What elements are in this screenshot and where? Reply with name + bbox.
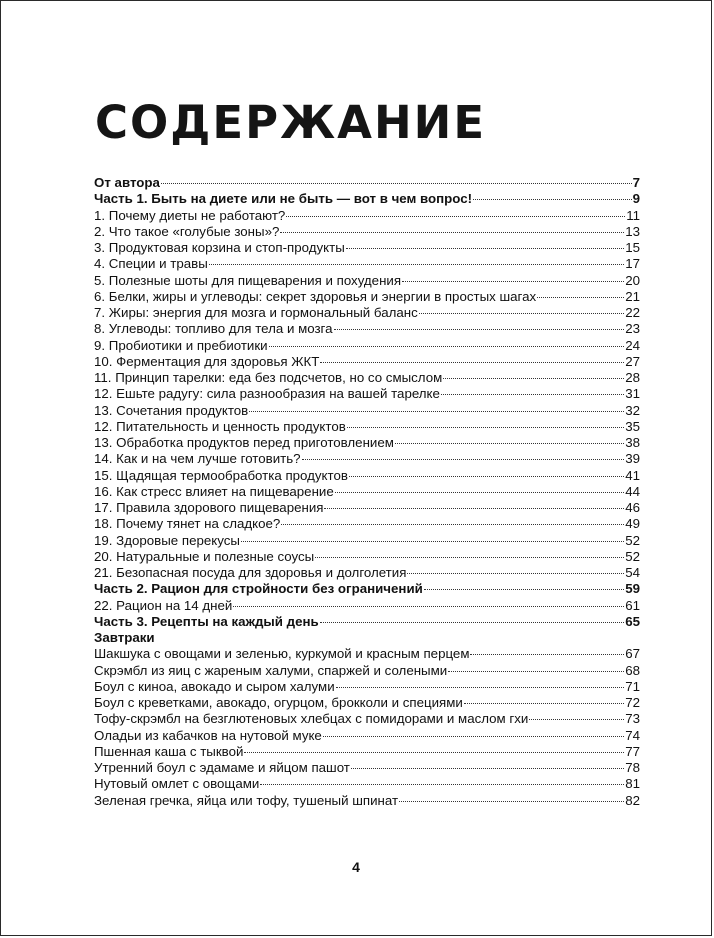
- toc-dot-leader: [351, 768, 624, 769]
- toc-entry-page: 11: [626, 207, 640, 223]
- toc-entry-title: От автора: [94, 175, 160, 190]
- toc-dot-leader: [399, 801, 624, 802]
- toc-entry-page: 71: [625, 678, 640, 694]
- toc-entry: [94, 419, 640, 435]
- toc-dot-leader: [280, 232, 624, 233]
- toc-entry: [94, 354, 640, 370]
- toc-entry-page: 23: [625, 321, 640, 337]
- toc-entry-title: 3. Продуктовая корзина и стоп-продукты: [94, 240, 345, 255]
- toc-dot-leader: [537, 297, 624, 298]
- toc-entry: [94, 776, 640, 792]
- toc-entry-title: Утренний боул с эдамаме и яйцом пашот: [94, 760, 350, 775]
- toc-entry-page: 72: [625, 695, 640, 710]
- toc-entry-page: 68: [625, 662, 640, 678]
- toc-entry: [94, 679, 640, 695]
- toc-entry-title: 19. Здоровые перекусы: [94, 532, 240, 548]
- toc-entry-title: Тофу-скрэмбл на безглютеновых хлебцах с помидорами и маслом гхи: [94, 711, 529, 727]
- toc-entry-title: Скрэмбл из яиц с жареным халуми, спаржей и солеными: [94, 662, 448, 678]
- toc-entry-page: 20: [625, 272, 640, 288]
- toc-entry-title: 9. Пробиотики и пребиотики: [94, 337, 268, 353]
- toc-dot-leader: [335, 492, 624, 493]
- toc-dot-leader: [441, 394, 624, 395]
- toc-entry-page: 38: [625, 435, 640, 450]
- toc-entry: [94, 484, 640, 500]
- toc-entry-title: Оладьи из кабачков на нутовой муке: [94, 727, 322, 743]
- toc-entry: [94, 793, 640, 809]
- toc-dot-leader: [473, 199, 632, 200]
- toc-entry: [94, 695, 640, 711]
- toc-section-heading: [94, 630, 640, 646]
- toc-entry-title: Завтраки: [94, 630, 155, 645]
- toc-entry-title: 18. Почему тянет на сладкое?: [94, 516, 281, 532]
- toc-dot-leader: [470, 654, 624, 655]
- toc-entry: [94, 370, 640, 386]
- toc-entry-title: Пшенная каша с тыквой: [94, 743, 244, 759]
- toc-dot-leader: [424, 589, 624, 590]
- toc-entry-page: 39: [625, 451, 640, 467]
- toc-entry: [94, 386, 640, 402]
- toc-entry-title: 10. Ферментация для здоровья ЖКТ: [94, 353, 320, 369]
- toc-entry-page: 9: [632, 191, 640, 207]
- toc-entry: [94, 208, 640, 224]
- toc-entry-page: 65: [625, 613, 640, 629]
- toc-entry: [94, 338, 640, 354]
- toc-entry: [94, 175, 640, 191]
- toc-dot-leader: [336, 687, 625, 688]
- toc-entry-title: Шакшука с овощами и зеленью, куркумой и красным перцем: [94, 646, 470, 662]
- toc-entry-title: 11. Принцип тарелки: еда без подсчетов, но со смыслом: [94, 370, 443, 385]
- toc-entry-title: 1. Почему диеты не работают?: [94, 207, 286, 223]
- toc-entry-title: Боул с киноа, авокадо и сыром халуми: [94, 678, 335, 694]
- toc-entry: [94, 240, 640, 256]
- toc-entry-page: 15: [625, 240, 640, 255]
- toc-dot-leader: [334, 329, 625, 330]
- toc-entry-title: 20. Натуральные и полезные соусы: [94, 548, 315, 564]
- toc-dot-leader: [419, 313, 624, 314]
- toc-dot-leader: [302, 459, 625, 460]
- toc-entry: [94, 305, 640, 321]
- toc-entry-page: 27: [625, 353, 640, 369]
- toc-entry: [94, 500, 640, 516]
- toc-entry: [94, 321, 640, 337]
- toc-entry-page: 46: [625, 500, 640, 515]
- toc-entry-title: 8. Углеводы: топливо для тела и мозга: [94, 321, 333, 337]
- toc-entry-title: 21. Безопасная посуда для здоровья и долголетия: [94, 565, 407, 580]
- toc-entry-title: 13. Сочетания продуктов: [94, 402, 249, 418]
- toc-entry-title: 17. Правила здорового пищеварения: [94, 500, 324, 515]
- toc-entry-title: 4. Специи и травы: [94, 256, 208, 272]
- toc-entry: [94, 435, 640, 451]
- toc-dot-leader: [320, 622, 625, 623]
- toc-entry-page: 59: [625, 581, 640, 597]
- toc-entry-page: 74: [625, 727, 640, 743]
- toc-entry-page: 77: [625, 743, 640, 759]
- toc-entry: [94, 256, 640, 272]
- toc-entry-page: 35: [625, 418, 640, 434]
- toc-dot-leader: [347, 427, 624, 428]
- toc-entry: [94, 549, 640, 565]
- toc-entry: [94, 760, 640, 776]
- toc-entry-title: 14. Как и на чем лучше готовить?: [94, 451, 301, 467]
- toc-entry-page: 17: [625, 256, 640, 272]
- toc-entry: [94, 744, 640, 760]
- toc-entry-page: 73: [625, 711, 640, 727]
- toc-entry-title: Часть 3. Рецепты на каждый день: [94, 613, 319, 629]
- toc-entry-title: 5. Полезные шоты для пищеварения и похудения: [94, 272, 402, 288]
- toc-entry-title: 22. Рацион на 14 дней: [94, 597, 233, 613]
- toc-entry-page: 82: [625, 792, 640, 808]
- toc-entry-page: 52: [625, 548, 640, 564]
- toc-entry: [94, 711, 640, 727]
- toc-entry-page: 41: [625, 467, 640, 483]
- toc-dot-leader: [315, 557, 624, 558]
- toc-dot-leader: [443, 378, 624, 379]
- toc-dot-leader: [349, 476, 624, 477]
- toc-entry-page: 44: [625, 483, 640, 499]
- toc-entry-title: Зеленая гречка, яйца или тофу, тушеный шпинат: [94, 792, 399, 808]
- toc-entry: [94, 646, 640, 662]
- toc-entry-page: 24: [625, 337, 640, 353]
- toc-entry: [94, 565, 640, 581]
- toc-dot-leader: [395, 443, 624, 444]
- toc-dot-leader: [260, 784, 624, 785]
- toc-entry: [94, 289, 640, 305]
- toc-entry-page: 28: [625, 370, 640, 385]
- toc-entry-page: 67: [625, 646, 640, 662]
- toc-entry-page: 61: [625, 597, 640, 613]
- toc-entry-page: 13: [625, 223, 640, 239]
- toc-dot-leader: [529, 719, 624, 720]
- toc-dot-leader: [402, 281, 624, 282]
- toc-dot-leader: [233, 606, 624, 607]
- toc-entry-page: 52: [625, 532, 640, 548]
- toc-entry: [94, 516, 640, 532]
- toc-dot-leader: [407, 573, 624, 574]
- toc-entry-title: 12. Ешьте радугу: сила разнообразия на вашей тарелке: [94, 386, 440, 402]
- toc-entry: [94, 403, 640, 419]
- toc-entry: [94, 614, 640, 630]
- toc-entry: [94, 598, 640, 614]
- table-of-contents: [94, 175, 640, 809]
- toc-entry: [94, 468, 640, 484]
- toc-entry-title: Нутовый омлет с овощами: [94, 776, 260, 792]
- toc-entry: [94, 533, 640, 549]
- toc-entry-title: Часть 2. Рацион для стройности без ограничений: [94, 581, 423, 597]
- toc-entry-page: 49: [625, 516, 640, 532]
- toc-dot-leader: [244, 752, 624, 753]
- toc-dot-leader: [286, 216, 625, 217]
- toc-dot-leader: [323, 736, 624, 737]
- toc-dot-leader: [324, 508, 624, 509]
- toc-dot-leader: [464, 703, 624, 704]
- toc-entry: [94, 581, 640, 597]
- toc-dot-leader: [241, 541, 624, 542]
- toc-dot-leader: [249, 411, 624, 412]
- page-title: СОДЕРЖАНИЕ: [95, 96, 487, 149]
- toc-entry-page: 21: [625, 288, 640, 304]
- toc-entry-title: 2. Что такое «голубые зоны»?: [94, 223, 280, 239]
- toc-entry: [94, 728, 640, 744]
- toc-entry: [94, 191, 640, 207]
- toc-entry: [94, 273, 640, 289]
- toc-dot-leader: [161, 183, 632, 184]
- toc-dot-leader: [346, 248, 624, 249]
- toc-dot-leader: [269, 346, 625, 347]
- toc-dot-leader: [209, 264, 624, 265]
- toc-dot-leader: [448, 671, 624, 672]
- toc-entry-title: Боул с креветками, авокадо, огурцом, брокколи и специями: [94, 695, 463, 710]
- toc-entry-page: 81: [625, 776, 640, 792]
- toc-entry-page: 32: [625, 402, 640, 418]
- toc-entry-title: 13. Обработка продуктов перед приготовлением: [94, 435, 394, 450]
- toc-entry-title: 15. Щадящая термообработка продуктов: [94, 467, 348, 483]
- toc-entry: [94, 224, 640, 240]
- toc-entry-page: 54: [625, 565, 640, 580]
- toc-entry-title: 6. Белки, жиры и углеводы: секрет здоровья и энергии в простых шагах: [94, 288, 537, 304]
- toc-entry: [94, 663, 640, 679]
- toc-entry-title: 12. Питательность и ценность продуктов: [94, 418, 346, 434]
- toc-entry-page: 31: [625, 386, 640, 402]
- toc-dot-leader: [320, 362, 624, 363]
- toc-entry-page: 22: [625, 305, 640, 320]
- toc-entry-title: Часть 1. Быть на диете или не быть — вот в чем вопрос!: [94, 191, 473, 207]
- toc-entry-page: 78: [625, 760, 640, 775]
- toc-entry: [94, 451, 640, 467]
- toc-entry-page: 7: [632, 175, 640, 190]
- toc-entry-title: 16. Как стресс влияет на пищеварение: [94, 483, 334, 499]
- toc-entry-title: 7. Жиры: энергия для мозга и гормональный баланс: [94, 305, 418, 320]
- page-number: 4: [352, 859, 360, 875]
- toc-dot-leader: [281, 524, 624, 525]
